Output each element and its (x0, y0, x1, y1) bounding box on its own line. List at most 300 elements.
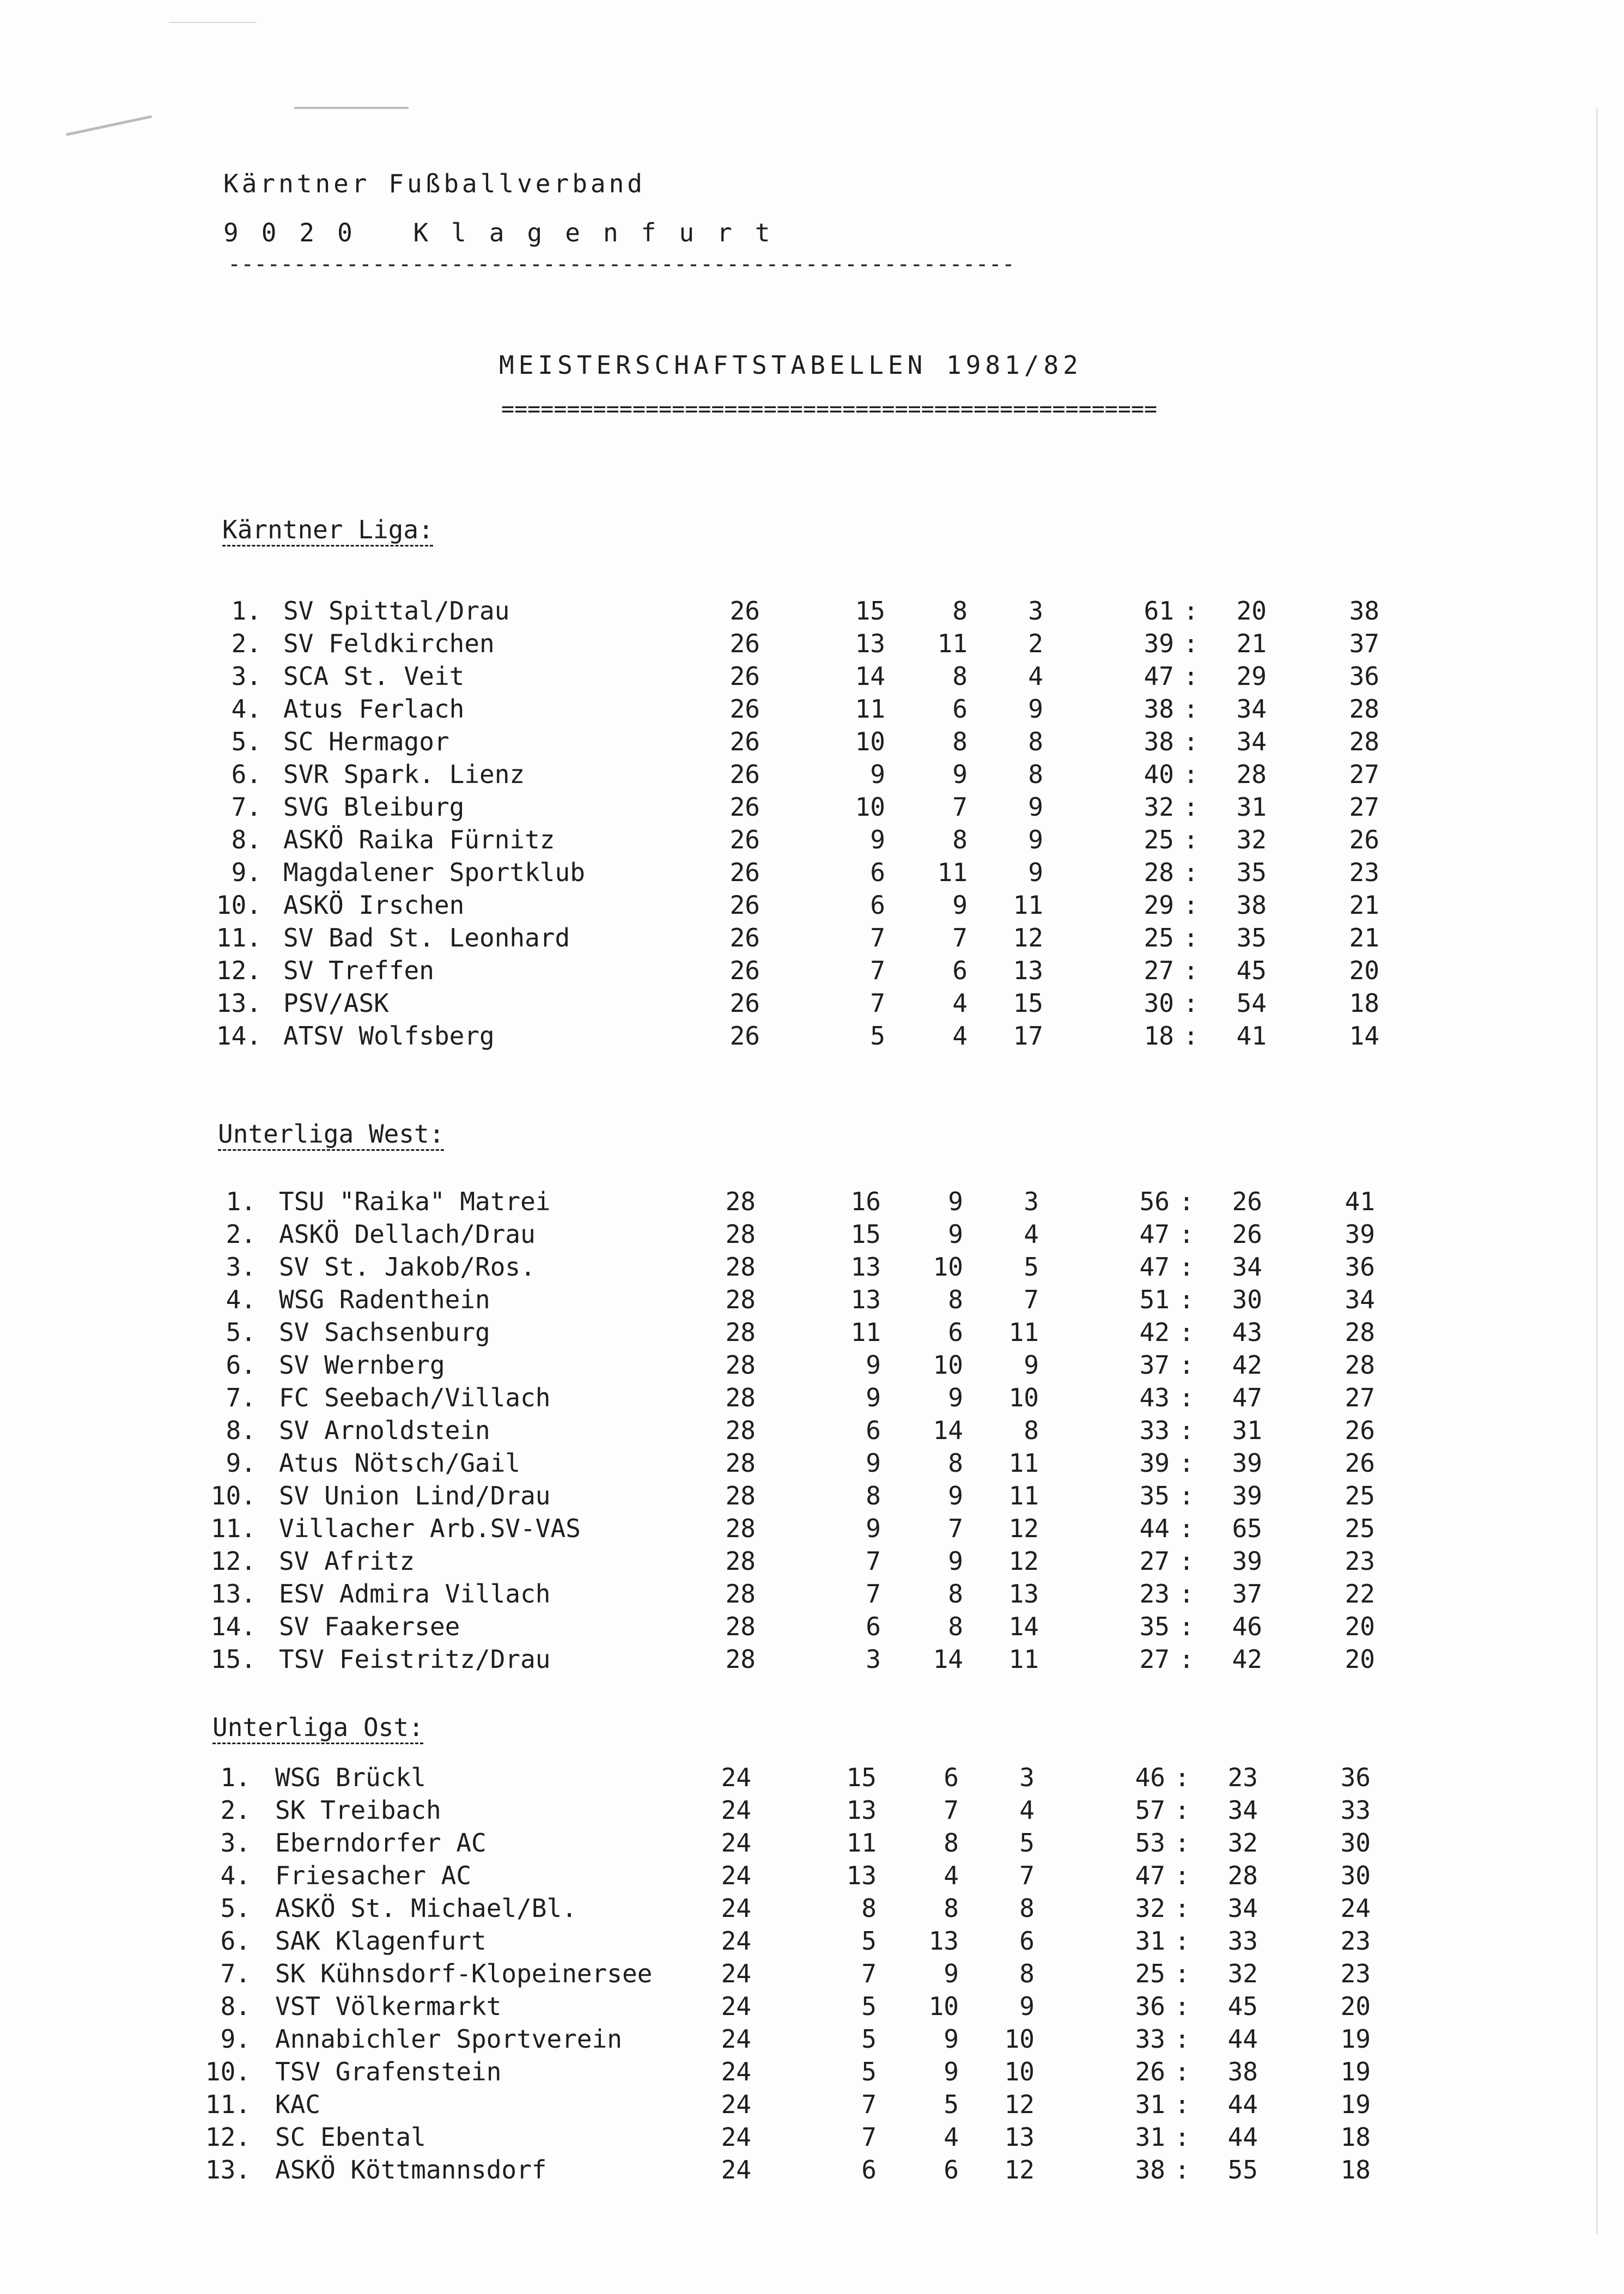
lost-cell: 12 (1008, 1546, 1039, 1576)
rank-cell: 12. (216, 956, 261, 985)
sep-cell: : (1183, 694, 1199, 724)
goals-for-cell: 47 (1139, 1219, 1170, 1249)
won-cell: 5 (870, 1021, 885, 1051)
goals-against-cell: 34 (1232, 1252, 1262, 1282)
won-cell: 14 (855, 662, 885, 691)
drawn-cell: 4 (952, 1021, 968, 1051)
table-row (0, 923, 1624, 956)
goals-against-cell: 29 (1236, 662, 1267, 691)
drawn-cell: 13 (928, 1926, 959, 1956)
goals-for-cell: 27 (1139, 1644, 1170, 1674)
lost-cell: 11 (1008, 1448, 1039, 1478)
table-row (0, 1861, 1624, 1894)
goals-for-cell: 46 (1135, 1763, 1165, 1792)
rank-cell: 5. (231, 727, 261, 756)
rank-cell: 6. (220, 1926, 251, 1956)
played-cell: 28 (725, 1514, 756, 1543)
won-cell: 8 (861, 1894, 877, 1923)
played-cell: 24 (721, 2057, 751, 2086)
goals-against-cell: 43 (1232, 1318, 1262, 1347)
goals-against-cell: 32 (1227, 1959, 1258, 1988)
team-name-cell: Eberndorfer AC (275, 1828, 486, 1858)
lost-cell: 12 (1013, 923, 1043, 952)
rank-cell: 10. (210, 1481, 256, 1510)
rank-cell: 8. (231, 825, 261, 854)
goals-for-cell: 57 (1135, 1795, 1165, 1825)
table-row (0, 2090, 1624, 2122)
goals-for-cell: 37 (1139, 1350, 1170, 1380)
sep-cell: : (1183, 727, 1199, 756)
goals-for-cell: 25 (1144, 923, 1174, 952)
played-cell: 24 (721, 1763, 751, 1792)
played-cell: 26 (729, 662, 760, 691)
drawn-cell: 10 (933, 1350, 963, 1380)
rank-cell: 3. (220, 1828, 251, 1858)
table-row (0, 662, 1624, 694)
drawn-cell: 8 (948, 1448, 963, 1478)
won-cell: 9 (870, 760, 885, 789)
scan-mark (294, 107, 409, 109)
rank-cell: 14. (210, 1612, 256, 1641)
team-name-cell: SV Faakersee (279, 1612, 460, 1641)
rank-cell: 7. (220, 1959, 251, 1988)
lost-cell: 7 (1024, 1285, 1039, 1314)
drawn-cell: 4 (944, 2122, 959, 2152)
drawn-cell: 8 (952, 662, 968, 691)
points-cell: 23 (1345, 1546, 1375, 1576)
rank-cell: 8. (220, 1992, 251, 2021)
won-cell: 7 (870, 956, 885, 985)
played-cell: 26 (729, 890, 760, 920)
table-row (0, 1383, 1624, 1416)
goals-for-cell: 43 (1139, 1383, 1170, 1412)
won-cell: 7 (870, 988, 885, 1018)
team-name-cell: PSV/ASK (283, 988, 389, 1018)
goals-for-cell: 47 (1135, 1861, 1165, 1890)
played-cell: 24 (721, 1894, 751, 1923)
won-cell: 3 (866, 1644, 881, 1674)
drawn-cell: 6 (952, 694, 968, 724)
team-name-cell: Friesacher AC (275, 1861, 472, 1890)
rank-cell: 13. (216, 988, 261, 1018)
goals-for-cell: 36 (1135, 1992, 1165, 2021)
points-cell: 39 (1345, 1219, 1375, 1249)
team-name-cell: ASKÖ Irschen (283, 890, 465, 920)
organization-name: Kärntner Fußballverband (223, 169, 646, 198)
played-cell: 26 (729, 727, 760, 756)
rank-cell: 15. (210, 1644, 256, 1674)
team-name-cell: TSU "Raika" Matrei (279, 1187, 551, 1216)
goals-for-cell: 38 (1135, 2155, 1165, 2184)
played-cell: 28 (725, 1481, 756, 1510)
rank-cell: 10. (205, 2057, 251, 2086)
team-name-cell: WSG Radenthein (279, 1285, 490, 1314)
goals-for-cell: 32 (1144, 792, 1174, 822)
won-cell: 13 (846, 1861, 877, 1890)
team-name-cell: ASKÖ Raika Fürnitz (283, 825, 555, 854)
goals-against-cell: 28 (1227, 1861, 1258, 1890)
sep-cell: : (1175, 1894, 1190, 1923)
table-row (0, 1763, 1624, 1795)
goals-for-cell: 61 (1144, 596, 1174, 626)
lost-cell: 13 (1008, 1579, 1039, 1609)
rank-cell: 12. (205, 2122, 251, 2152)
goals-for-cell: 32 (1135, 1894, 1165, 1923)
goals-against-cell: 32 (1236, 825, 1267, 854)
sep-cell: : (1183, 662, 1199, 691)
lost-cell: 9 (1028, 858, 1043, 887)
played-cell: 28 (725, 1644, 756, 1674)
drawn-cell: 10 (928, 1992, 959, 2021)
points-cell: 22 (1345, 1579, 1375, 1609)
rank-cell: 12. (210, 1546, 256, 1576)
team-name-cell: SV Wernberg (279, 1350, 445, 1380)
drawn-cell: 4 (952, 988, 968, 1018)
goals-against-cell: 28 (1236, 760, 1267, 789)
table-row (0, 1481, 1624, 1514)
points-cell: 28 (1349, 694, 1379, 724)
won-cell: 7 (861, 1959, 877, 1988)
goals-for-cell: 56 (1139, 1187, 1170, 1216)
sep-cell: : (1179, 1546, 1194, 1576)
sep-cell: : (1179, 1285, 1194, 1314)
played-cell: 28 (725, 1546, 756, 1576)
points-cell: 36 (1349, 662, 1379, 691)
team-name-cell: TSV Feistritz/Drau (279, 1644, 551, 1674)
sep-cell: : (1175, 1861, 1190, 1890)
won-cell: 11 (846, 1828, 877, 1858)
rank-cell: 11. (205, 2090, 251, 2119)
won-cell: 13 (850, 1252, 881, 1282)
table-row (0, 1219, 1624, 1252)
played-cell: 24 (721, 2155, 751, 2184)
rank-cell: 3. (226, 1252, 256, 1282)
sep-cell: : (1179, 1187, 1194, 1216)
won-cell: 9 (866, 1383, 881, 1412)
goals-against-cell: 34 (1227, 1894, 1258, 1923)
points-cell: 20 (1340, 1992, 1371, 2021)
points-cell: 33 (1340, 1795, 1371, 1825)
lost-cell: 5 (1024, 1252, 1039, 1282)
won-cell: 6 (870, 890, 885, 920)
organization-city: 9020 Klagenfurt (223, 218, 793, 247)
table-row (0, 596, 1624, 629)
table-row (0, 1644, 1624, 1677)
team-name-cell: FC Seebach/Villach (279, 1383, 551, 1412)
drawn-cell: 8 (952, 825, 968, 854)
won-cell: 6 (866, 1416, 881, 1445)
lost-cell: 5 (1019, 1828, 1035, 1858)
lost-cell: 13 (1013, 956, 1043, 985)
lost-cell: 3 (1024, 1187, 1039, 1216)
lost-cell: 11 (1008, 1644, 1039, 1674)
goals-against-cell: 38 (1236, 890, 1267, 920)
goals-for-cell: 44 (1139, 1514, 1170, 1543)
won-cell: 13 (850, 1285, 881, 1314)
lost-cell: 9 (1024, 1350, 1039, 1380)
sep-cell: : (1175, 1992, 1190, 2021)
points-cell: 25 (1345, 1514, 1375, 1543)
points-cell: 18 (1340, 2155, 1371, 2184)
points-cell: 23 (1340, 1926, 1371, 1956)
drawn-cell: 7 (952, 792, 968, 822)
goals-for-cell: 53 (1135, 1828, 1165, 1858)
sep-cell: : (1183, 1021, 1199, 1051)
won-cell: 8 (866, 1481, 881, 1510)
goals-for-cell: 38 (1144, 694, 1174, 724)
points-cell: 20 (1345, 1612, 1375, 1641)
sep-cell: : (1179, 1579, 1194, 1609)
sep-cell: : (1179, 1481, 1194, 1510)
sep-cell: : (1179, 1350, 1194, 1380)
drawn-cell: 6 (952, 956, 968, 985)
goals-against-cell: 35 (1236, 858, 1267, 887)
goals-against-cell: 37 (1232, 1579, 1262, 1609)
goals-for-cell: 33 (1139, 1416, 1170, 1445)
header-rule: ------------------------------------------------------------ (228, 252, 1015, 277)
played-cell: 24 (721, 1861, 751, 1890)
played-cell: 24 (721, 2024, 751, 2054)
goals-for-cell: 40 (1144, 760, 1174, 789)
played-cell: 24 (721, 1795, 751, 1825)
drawn-cell: 8 (952, 596, 968, 626)
sep-cell: : (1183, 956, 1199, 985)
points-cell: 18 (1349, 988, 1379, 1018)
rank-cell: 4. (220, 1861, 251, 1890)
points-cell: 25 (1345, 1481, 1375, 1510)
team-name-cell: TSV Grafenstein (275, 2057, 502, 2086)
lost-cell: 6 (1019, 1926, 1035, 1956)
table-row (0, 2122, 1624, 2155)
points-cell: 20 (1349, 956, 1379, 985)
rank-cell: 2. (220, 1795, 251, 1825)
team-name-cell: SVR Spark. Lienz (283, 760, 525, 789)
rank-cell: 2. (231, 629, 261, 658)
goals-against-cell: 21 (1236, 629, 1267, 658)
lost-cell: 8 (1028, 727, 1043, 756)
lost-cell: 2 (1028, 629, 1043, 658)
points-cell: 27 (1349, 792, 1379, 822)
lost-cell: 9 (1028, 792, 1043, 822)
lost-cell: 13 (1004, 2122, 1035, 2152)
team-name-cell: SV Spittal/Drau (283, 596, 510, 626)
goals-for-cell: 39 (1144, 629, 1174, 658)
lost-cell: 12 (1008, 1514, 1039, 1543)
team-name-cell: SV Treffen (283, 956, 434, 985)
team-name-cell: SAK Klagenfurt (275, 1926, 486, 1956)
drawn-cell: 14 (933, 1416, 963, 1445)
sep-cell: : (1175, 2090, 1190, 2119)
team-name-cell: Villacher Arb.SV-VAS (279, 1514, 581, 1543)
goals-against-cell: 39 (1232, 1481, 1262, 1510)
drawn-cell: 9 (948, 1383, 963, 1412)
played-cell: 26 (729, 596, 760, 626)
points-cell: 26 (1345, 1416, 1375, 1445)
goals-for-cell: 31 (1135, 2122, 1165, 2152)
played-cell: 28 (725, 1187, 756, 1216)
drawn-cell: 4 (944, 1861, 959, 1890)
played-cell: 26 (729, 694, 760, 724)
table-row (0, 956, 1624, 988)
played-cell: 26 (729, 760, 760, 789)
goals-for-cell: 42 (1139, 1318, 1170, 1347)
lost-cell: 10 (1004, 2024, 1035, 2054)
team-name-cell: SCA St. Veit (283, 662, 465, 691)
sep-cell: : (1183, 858, 1199, 887)
drawn-cell: 11 (937, 858, 968, 887)
team-name-cell: Atus Ferlach (283, 694, 465, 724)
won-cell: 7 (866, 1546, 881, 1576)
points-cell: 28 (1349, 727, 1379, 756)
played-cell: 28 (725, 1612, 756, 1641)
lost-cell: 3 (1019, 1763, 1035, 1792)
points-cell: 30 (1340, 1828, 1371, 1858)
goals-for-cell: 23 (1139, 1579, 1170, 1609)
sep-cell: : (1175, 1959, 1190, 1988)
won-cell: 9 (866, 1514, 881, 1543)
rank-cell: 5. (220, 1894, 251, 1923)
section-title: Unterliga West: (218, 1119, 445, 1149)
table-row (0, 1448, 1624, 1481)
goals-against-cell: 44 (1227, 2090, 1258, 2119)
points-cell: 28 (1345, 1350, 1375, 1380)
sep-cell: : (1175, 1795, 1190, 1825)
goals-against-cell: 23 (1227, 1763, 1258, 1792)
points-cell: 27 (1345, 1383, 1375, 1412)
goals-for-cell: 47 (1139, 1252, 1170, 1282)
team-name-cell: Magdalener Sportklub (283, 858, 585, 887)
sep-cell: : (1179, 1252, 1194, 1282)
sep-cell: : (1175, 1926, 1190, 1956)
goals-against-cell: 31 (1236, 792, 1267, 822)
played-cell: 28 (725, 1448, 756, 1478)
team-name-cell: SV St. Jakob/Ros. (279, 1252, 536, 1282)
lost-cell: 10 (1008, 1383, 1039, 1412)
table-row (0, 890, 1624, 923)
team-name-cell: ASKÖ St. Michael/Bl. (275, 1894, 577, 1923)
played-cell: 26 (729, 858, 760, 887)
points-cell: 24 (1340, 1894, 1371, 1923)
goals-for-cell: 35 (1139, 1481, 1170, 1510)
goals-against-cell: 54 (1236, 988, 1267, 1018)
lost-cell: 15 (1013, 988, 1043, 1018)
drawn-cell: 8 (952, 727, 968, 756)
rank-cell: 9. (231, 858, 261, 887)
won-cell: 7 (861, 2090, 877, 2119)
table-row (0, 1416, 1624, 1448)
team-name-cell: ASKÖ Dellach/Drau (279, 1219, 536, 1249)
played-cell: 24 (721, 2090, 751, 2119)
won-cell: 9 (870, 825, 885, 854)
rank-cell: 5. (226, 1318, 256, 1347)
won-cell: 13 (855, 629, 885, 658)
table-row (0, 825, 1624, 858)
lost-cell: 9 (1019, 1992, 1035, 2021)
played-cell: 28 (725, 1383, 756, 1412)
won-cell: 5 (861, 1926, 877, 1956)
won-cell: 6 (870, 858, 885, 887)
points-cell: 41 (1345, 1187, 1375, 1216)
lost-cell: 4 (1019, 1795, 1035, 1825)
drawn-cell: 7 (944, 1795, 959, 1825)
won-cell: 6 (861, 2155, 877, 2184)
drawn-cell: 9 (944, 1959, 959, 1988)
points-cell: 30 (1340, 1861, 1371, 1890)
goals-against-cell: 39 (1232, 1448, 1262, 1478)
team-name-cell: SV Arnoldstein (279, 1416, 490, 1445)
goals-against-cell: 30 (1232, 1285, 1262, 1314)
points-cell: 36 (1345, 1252, 1375, 1282)
lost-cell: 4 (1024, 1219, 1039, 1249)
points-cell: 34 (1345, 1285, 1375, 1314)
goals-against-cell: 42 (1232, 1350, 1262, 1380)
table-row (0, 629, 1624, 662)
rank-cell: 2. (226, 1219, 256, 1249)
team-name-cell: SC Hermagor (283, 727, 449, 756)
sep-cell: : (1179, 1416, 1194, 1445)
rank-cell: 4. (231, 694, 261, 724)
played-cell: 26 (729, 923, 760, 952)
goals-for-cell: 33 (1135, 2024, 1165, 2054)
points-cell: 26 (1345, 1448, 1375, 1478)
drawn-cell: 7 (948, 1514, 963, 1543)
team-name-cell: SVG Bleiburg (283, 792, 465, 822)
team-name-cell: SC Ebental (275, 2122, 426, 2152)
goals-against-cell: 26 (1232, 1187, 1262, 1216)
won-cell: 9 (866, 1448, 881, 1478)
drawn-cell: 11 (937, 629, 968, 658)
drawn-cell: 8 (944, 1894, 959, 1923)
played-cell: 28 (725, 1416, 756, 1445)
won-cell: 15 (846, 1763, 877, 1792)
goals-for-cell: 27 (1139, 1546, 1170, 1576)
title-rule: ================================================== (501, 397, 1158, 422)
rank-cell: 3. (231, 662, 261, 691)
points-cell: 26 (1349, 825, 1379, 854)
points-cell: 28 (1345, 1318, 1375, 1347)
table-row (0, 1828, 1624, 1861)
team-name-cell: ATSV Wolfsberg (283, 1021, 495, 1051)
goals-for-cell: 31 (1135, 1926, 1165, 1956)
table-row (0, 1612, 1624, 1644)
table-row (0, 2057, 1624, 2090)
goals-against-cell: 46 (1232, 1612, 1262, 1641)
table-row (0, 1021, 1624, 1054)
rank-cell: 8. (226, 1416, 256, 1445)
won-cell: 5 (861, 2024, 877, 2054)
won-cell: 10 (855, 727, 885, 756)
team-name-cell: SV Afritz (279, 1546, 415, 1576)
points-cell: 36 (1340, 1763, 1371, 1792)
lost-cell: 12 (1004, 2090, 1035, 2119)
scan-mark (169, 22, 256, 23)
rank-cell: 11. (210, 1514, 256, 1543)
goals-for-cell: 28 (1144, 858, 1174, 887)
played-cell: 26 (729, 629, 760, 658)
table-row (0, 858, 1624, 890)
sep-cell: : (1183, 792, 1199, 822)
goals-against-cell: 32 (1227, 1828, 1258, 1858)
team-name-cell: WSG Brückl (275, 1763, 426, 1792)
goals-against-cell: 47 (1232, 1383, 1262, 1412)
rank-cell: 13. (205, 2155, 251, 2184)
goals-against-cell: 45 (1227, 1992, 1258, 2021)
played-cell: 26 (729, 825, 760, 854)
lost-cell: 8 (1028, 760, 1043, 789)
played-cell: 24 (721, 2122, 751, 2152)
table-row (0, 792, 1624, 825)
goals-against-cell: 55 (1227, 2155, 1258, 2184)
